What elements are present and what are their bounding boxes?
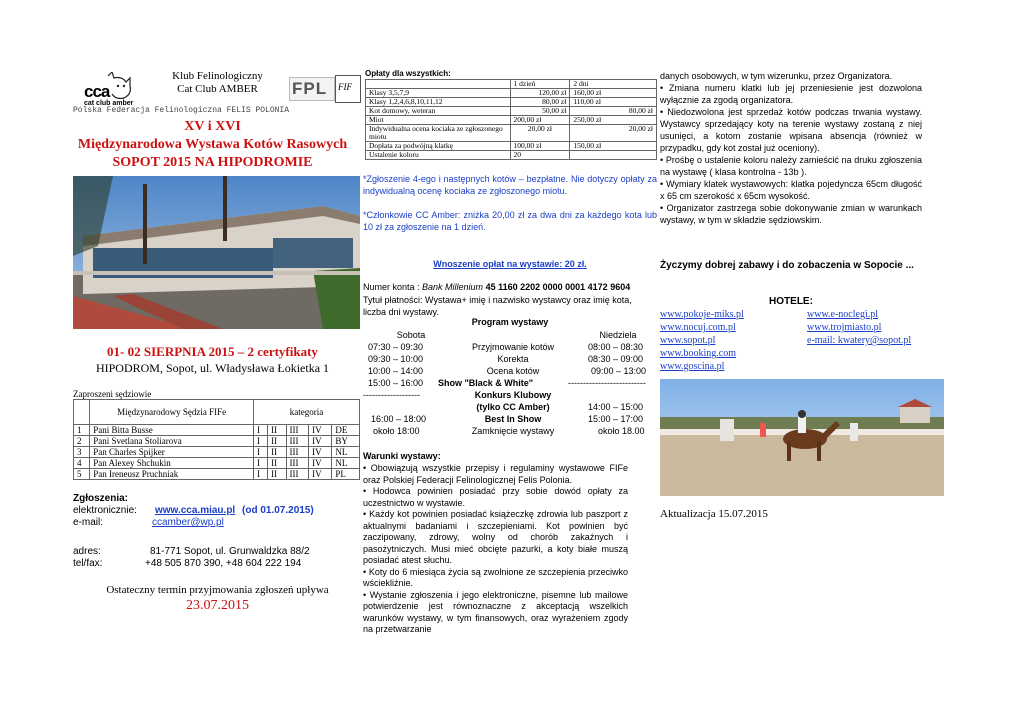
judge-name: Pan Ireneusz Pruchniak	[90, 469, 254, 480]
conditions-continued	[660, 70, 922, 226]
best-sun-time: 15:00 – 17:00	[588, 414, 644, 424]
registration-title: Zgłoszenia:	[73, 493, 129, 504]
saturday-label: Sobota	[396, 330, 426, 340]
table-row: Ustalenie koloru 20	[366, 151, 657, 160]
phone-value: +48 505 870 390, +48 604 222 194	[145, 558, 302, 569]
onsite-payment-title: Wnoszenie opłat na wystawie: 20 zł.	[433, 259, 587, 269]
show-event: Show "Black & White"	[438, 378, 534, 388]
deadline-date: 23.07.2015	[186, 598, 249, 613]
show-time: 15:00 – 16:00	[368, 378, 424, 388]
fees-header-row: 1 dzień 2 dni	[366, 80, 657, 89]
club-event: Konkurs Klubowy	[474, 390, 552, 400]
registration-email-link[interactable]: ccamber@wp.pl	[152, 517, 224, 528]
judges-header-category: kategoria	[254, 400, 360, 425]
judge-name: Pani Bitta Busse	[90, 425, 254, 436]
program-event: Przyjmowanie kotów	[471, 342, 555, 352]
club-time: 14:00 – 15:00	[588, 402, 644, 412]
fees-title: Opłaty dla wszystkich:	[365, 69, 451, 78]
sunday-label: Niedziela	[599, 330, 637, 340]
event-title-line3: SOPOT 2015 NA HIPODROMIE	[112, 155, 313, 170]
hotel-link[interactable]: www.booking.com	[660, 348, 737, 359]
fees-table	[365, 79, 657, 160]
list-item: • Wystanie zgłoszenia i jego elektroniczne, pisemne lub mailowe potwierdzenie jest równoznaczne z akceptacją wszelkich warunków wystawy, w tym finansowych, oraz wyrażeniem zgody na przetwarzanie	[363, 589, 628, 634]
bank-account	[363, 282, 630, 292]
bank-account-number: 45 1160 2202 0000 0001 4172 9604	[483, 282, 631, 292]
conditions-title: Warunki wystawy:	[363, 451, 441, 461]
table-row: Dopłata za podwójną klatkę 100,00 zł 150,00 zł	[366, 142, 657, 151]
update-date: Aktualizacja 15.07.2015	[660, 508, 768, 520]
fee-note-1: *Zgłoszenie 4-ego i następnych kotów – bezpłatne. Nie dotyczy opłaty za indywidualną ocenę kociaka ze zgłoszonego miotu.	[363, 174, 657, 196]
judges-header-row	[74, 400, 360, 425]
list-item: • Prośbę o ustalenie koloru należy zamieścić na druku zgłoszenia na wystawę ( klasa kontrolna - 13b ).	[660, 155, 922, 177]
registration-email-label: e-mail:	[73, 517, 104, 528]
best-event: Best In Show	[484, 414, 542, 424]
table-row: 1 Pani Bitta Busse I II III IV DE	[74, 425, 360, 436]
fpl-logo	[289, 77, 335, 101]
program-sat-time: 07:30 – 09:30	[368, 342, 424, 352]
event-venue: HIPODROM, Sopot, ul. Władysława Łokietka 1	[95, 361, 330, 375]
program-sun-time: 08:30 – 09:00	[588, 354, 644, 364]
table-row: 5 Pan Ireneusz Pruchniak I II III IV PL	[74, 469, 360, 480]
table-row: Kot domowy, weteran 50,00 zł 80,00 zł	[366, 107, 657, 116]
hotel-link[interactable]: www.e-noclegi.pl	[807, 309, 878, 320]
program-schedule	[363, 329, 659, 439]
bank-name: Bank Millenium	[422, 282, 484, 292]
club-name-line1: Klub Felinologiczny	[172, 70, 263, 82]
hotel-link[interactable]: www.trojmiasto.pl	[807, 322, 882, 333]
hotel-link[interactable]: www.sopot.pl	[660, 335, 716, 346]
list-item: • Zmiana numeru klatki lub jej przeniesienie jest dozwolona wyłącznie za zgodą organizatora.	[660, 83, 922, 105]
table-row: 3 Pan Charles Spijker I II III IV NL	[74, 447, 360, 458]
bank-account-label: Numer konta :	[363, 282, 423, 292]
transfer-note: Tytuł płatności: Wystawa+ imię i nazwisko wystawcy oraz imię kota, liczba dni wystawy.	[363, 295, 632, 317]
close-sun-time: około 18.00	[598, 426, 645, 436]
hotel-link[interactable]: www.pokoje-miks.pl	[660, 309, 744, 320]
cca-logo-text: cca	[84, 82, 110, 101]
club-name-line2: Cat Club AMBER	[177, 83, 258, 95]
program-event: Korekta	[497, 354, 529, 364]
deadline-text: Ostateczny termin przyjmowania zgłoszeń upływa	[106, 584, 329, 596]
club-name	[150, 70, 285, 96]
horse-photo	[660, 379, 944, 496]
address-label: adres:	[73, 546, 101, 557]
program-title: Program wystawy	[471, 317, 549, 327]
list-item: • Hodowca powinien posiadać przy sobie dowód opłaty za uczestnictwo w wystawie.	[363, 486, 628, 508]
fif-logo	[335, 75, 361, 103]
best-sat-time: 16:00 – 18:00	[371, 414, 427, 424]
fpl-logo-text: FPL	[292, 79, 328, 98]
judges-table	[73, 399, 360, 480]
table-row: 4 Pan Alexey Shchukin I II III IV NL	[74, 458, 360, 469]
judge-name: Pan Charles Spijker	[90, 447, 254, 458]
registration-url-link[interactable]: www.cca.miau.pl	[155, 505, 236, 516]
closing-wish: Życzymy dobrej zabawy i do zobaczenia w Sopocie ...	[660, 260, 914, 271]
event-title-line1: XV i XVI	[184, 119, 241, 134]
judges-intro: Zaproszeni sędziowie	[73, 389, 152, 399]
club-event-note: (tylko CC Amber)	[476, 402, 550, 412]
judge-name: Pan Alexey Shchukin	[90, 458, 254, 469]
registration-online-label: elektronicznie:	[73, 505, 137, 516]
program-sun-time: 09:00 – 13:00	[591, 366, 647, 376]
address-value: 81-771 Sopot, ul. Grunwaldzka 88/2	[150, 546, 310, 557]
hotels-list-right	[807, 308, 911, 347]
program-sat-time: 09:30 – 10:00	[368, 354, 424, 364]
list-item: • Niedozwolona jest sprzedaż kotów podczas trwania wystawy. Wystawcy sprzedający koty na terenie wystawy zostaną z niej usunięci, a kotom zostanie wpisana absencja (również w przypadku, gdy kot został już oceniony).	[660, 107, 922, 153]
list-item: • Obowiązują wszystkie przepisy i regulaminy wystawowe FIFe oraz Polskiej Federacji Felinologicznej Felis Polonia.	[363, 463, 628, 485]
event-title-line2: Międzynarodowa Wystawa Kotów Rasowych	[77, 137, 348, 152]
fee-note-2: *Członkowie CC Amber: zniżka 20,00 zł za dwa dni za każdego kota lub 10 zł za zgłoszenie na 1 dzień.	[363, 210, 657, 232]
cca-logo-subtext: cat club amber	[84, 100, 134, 107]
phone-label: tel/fax:	[73, 558, 103, 569]
table-row: Klasy 3,5,7,9 120,00 zł 160,00 zł	[366, 89, 657, 98]
list-item: • Organizator zastrzega sobie dokonywanie zmian w warunkach wystawy, w tym w składzie sędziowskim.	[660, 203, 922, 225]
conditions-list	[363, 463, 628, 636]
table-row: Miot 200,00 zł 250,00 zł	[366, 116, 657, 125]
hotel-link[interactable]: www.nocuj.com.pl	[660, 322, 736, 333]
program-event: Ocena kotów	[486, 366, 540, 376]
registration-date-note: (od 01.07.2015)	[242, 505, 314, 516]
cca-logo	[78, 72, 134, 108]
list-item: • Koty do 6 miesiąca życia są zwolnione ze szczepienia przeciwko wściekliźnie.	[363, 566, 628, 588]
hotels-title: HOTELE:	[769, 296, 813, 307]
list-item: danych osobowych, w tym wizerunku, przez Organizatora.	[660, 71, 893, 81]
table-row: 2 Pani Svetlana Stoliarova I II III IV BY	[74, 436, 360, 447]
program-sun-time: 08:00 – 08:30	[588, 342, 644, 352]
federation-name: Polska Federacja Felinologiczna FELIS POLONIA	[73, 106, 290, 115]
close-sat-time: około 18:00	[373, 426, 420, 436]
table-row: Indywidualna ocena kociaka ze zgłoszonego miotu 20,00 zł 20,00 zł	[366, 125, 657, 142]
program-sat-time: 10:00 – 14:00	[368, 366, 424, 376]
event-title	[60, 118, 365, 172]
list-item: • Wymiary klatek wystawowych: klatka pojedyncza 65cm długość x 65 cm szerokość x 65cm wysokość.	[660, 179, 922, 201]
judge-name: Pani Svetlana Stoliarova	[90, 436, 254, 447]
fif-logo-text: FIF	[338, 82, 352, 92]
judges-header-name: Międzynarodowy Sędzia FIFe	[90, 400, 254, 425]
list-item: • Każdy kot powinien posiadać książeczkę zdrowia lub paszport z aktualnymi badaniami i szczepieniami. Kot powinien być zaczipowany, zdrowy, wolny od chorób zakaźnych i pasożytniczych. Musi mieć obcięte pazurki, a koty białe muszą posiadać atest słuchu.	[363, 509, 628, 565]
club-dashes: -------------------	[363, 390, 420, 400]
table-row: Klasy 1,2,4,6,8,10,11,12 80,00 zł 110,00 zł	[366, 98, 657, 107]
hotel-link[interactable]: www.goscina.pl	[660, 361, 725, 372]
hippodrome-photo	[73, 176, 360, 329]
show-dashes: --------------------------	[568, 378, 646, 388]
close-event: Zamknięcie wystawy	[471, 426, 555, 436]
hotels-list-left	[660, 308, 744, 373]
event-dates: 01- 02 SIERPNIA 2015 – 2 certyfikaty	[107, 344, 318, 359]
hotel-email-link[interactable]: e-mail: kwatery@sopot.pl	[807, 335, 912, 346]
